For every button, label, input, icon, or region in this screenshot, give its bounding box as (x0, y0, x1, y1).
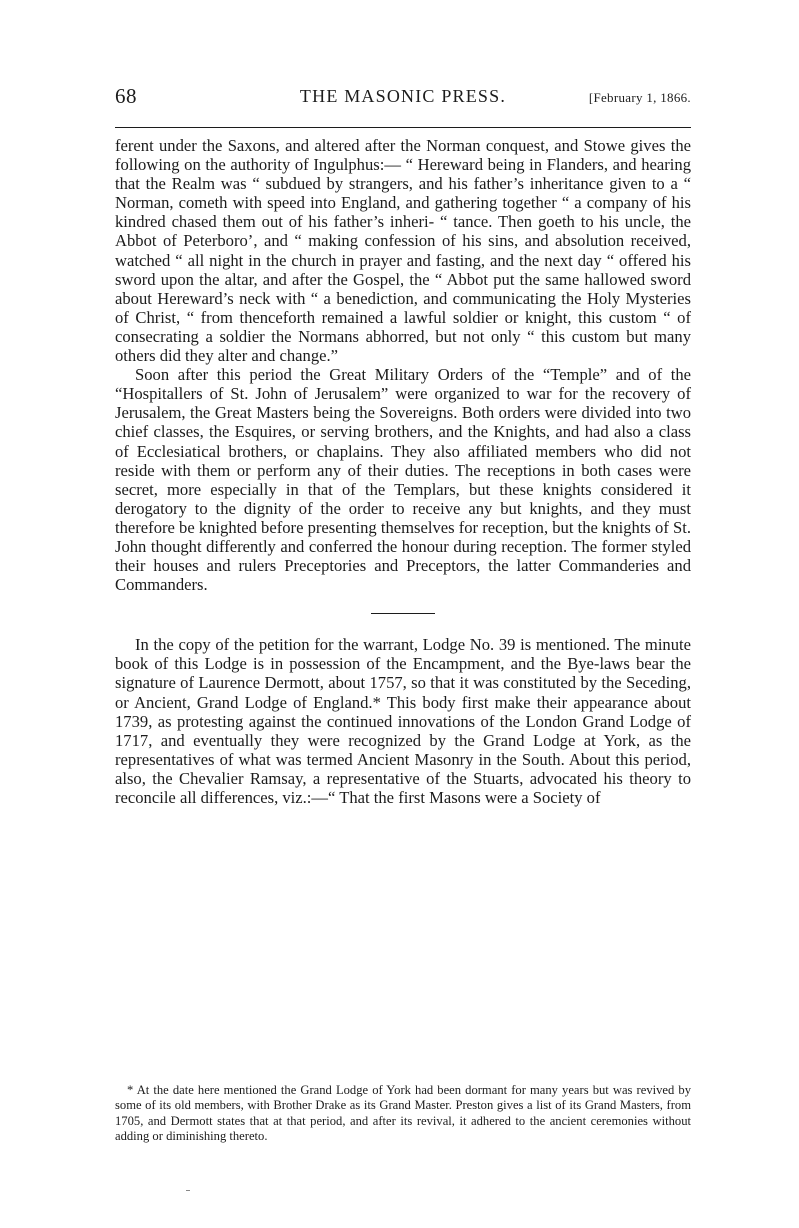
footnote (115, 1083, 691, 1144)
footnote-text: * At the date here mentioned the Grand Lodge of York had been dormant for many years but was revived by some of its old members, with Brother Drake as its Grand Master. Preston gives a list of its Grand Masters, from 1705, and Dermott states that at that period, and after its revival, it adhered to the ancient ceremonies without adding or diminishing thereto. (115, 1083, 691, 1143)
body-text (115, 136, 691, 807)
print-speck (186, 1190, 190, 1191)
paragraph-lodge-petition: In the copy of the petition for the warrant, Lodge No. 39 is mentioned. The minute book of this Lodge is in possession of the Encampment, and the Bye-laws bear the signature of Laurence Dermott, about 1757, so that it was constituted by the Seceding, or Ancient, Grand Lodge of England.* This body first make their appearance about 1739, as protesting against the continued innovations of the London Grand Lodge of 1717, and eventually they were recognized by the Grand Lodge at York, as the representatives of what was termed Ancient Masonry in the South. About this period, also, the Chevalier Ramsay, a representative of the Stuarts, advocated his theory to reconcile all differences, viz.:—“ That the first Masons were a Society of (115, 635, 691, 807)
page-header (115, 84, 691, 120)
header-rule (115, 127, 691, 128)
section-divider (371, 613, 435, 614)
paragraph-military-orders: Soon after this period the Great Military Orders of the “Temple” and of the “Hospitallers of St. John of Jerusalem” were organized to war for the recovery of Jerusalem, the Great Masters being the Sovereigns. Both orders were divided into two chief classes, the Esquires, or serving brothers, and the Knights, and had also a class of Ecclesiatical brothers, or chaplains. They also affiliated members who did not reside with them or perform any of their duties. The receptions in both cases were secret, more especially in that of the Templars, but these knights considered it derogatory to the dignity of the order to receive any but knights, and they must therefore be knighted before presenting themselves for reception, but the knights of St. John thought differently and conferred the honour during reception. The former styled their houses and rulers Preceptories and Preceptors, the latter Commanderies and Commanders. (115, 365, 692, 595)
issue-date: [February 1, 1866. (588, 90, 691, 105)
paragraph-continuation: ferent under the Saxons, and altered after the Norman conquest, and Stowe gives the following on the authority of Ingulphus:— “ Hereward being in Flanders, and hearing that the Realm was “ subdued by strangers, and his father’s inheritance given to a “ Norman, cometh with speed into England, and gathering together “ a company of his kindred chased them out of his father’s inheri- “ tance. Then goeth to his uncle, the Abbot of Peterboro’, and “ making confession of his sins, and absolution received, watched “ all night in the church in prayer and fasting, and the next day “ offered his sword upon the altar, and after the Gospel, the “ Abbot put the same hallowed sword about Hereward’s neck with “ a benediction, and communicating the Holy Mysteries of Christ, “ from thenceforth remained a lawful soldier or knight, this custom “ of consecrating a soldier the Normans abhorred, but not only “ this custom but many others did they alter and change.” (115, 136, 691, 366)
running-title: THE MASONIC PRESS. (299, 86, 507, 106)
page-number: 68 (115, 84, 137, 108)
